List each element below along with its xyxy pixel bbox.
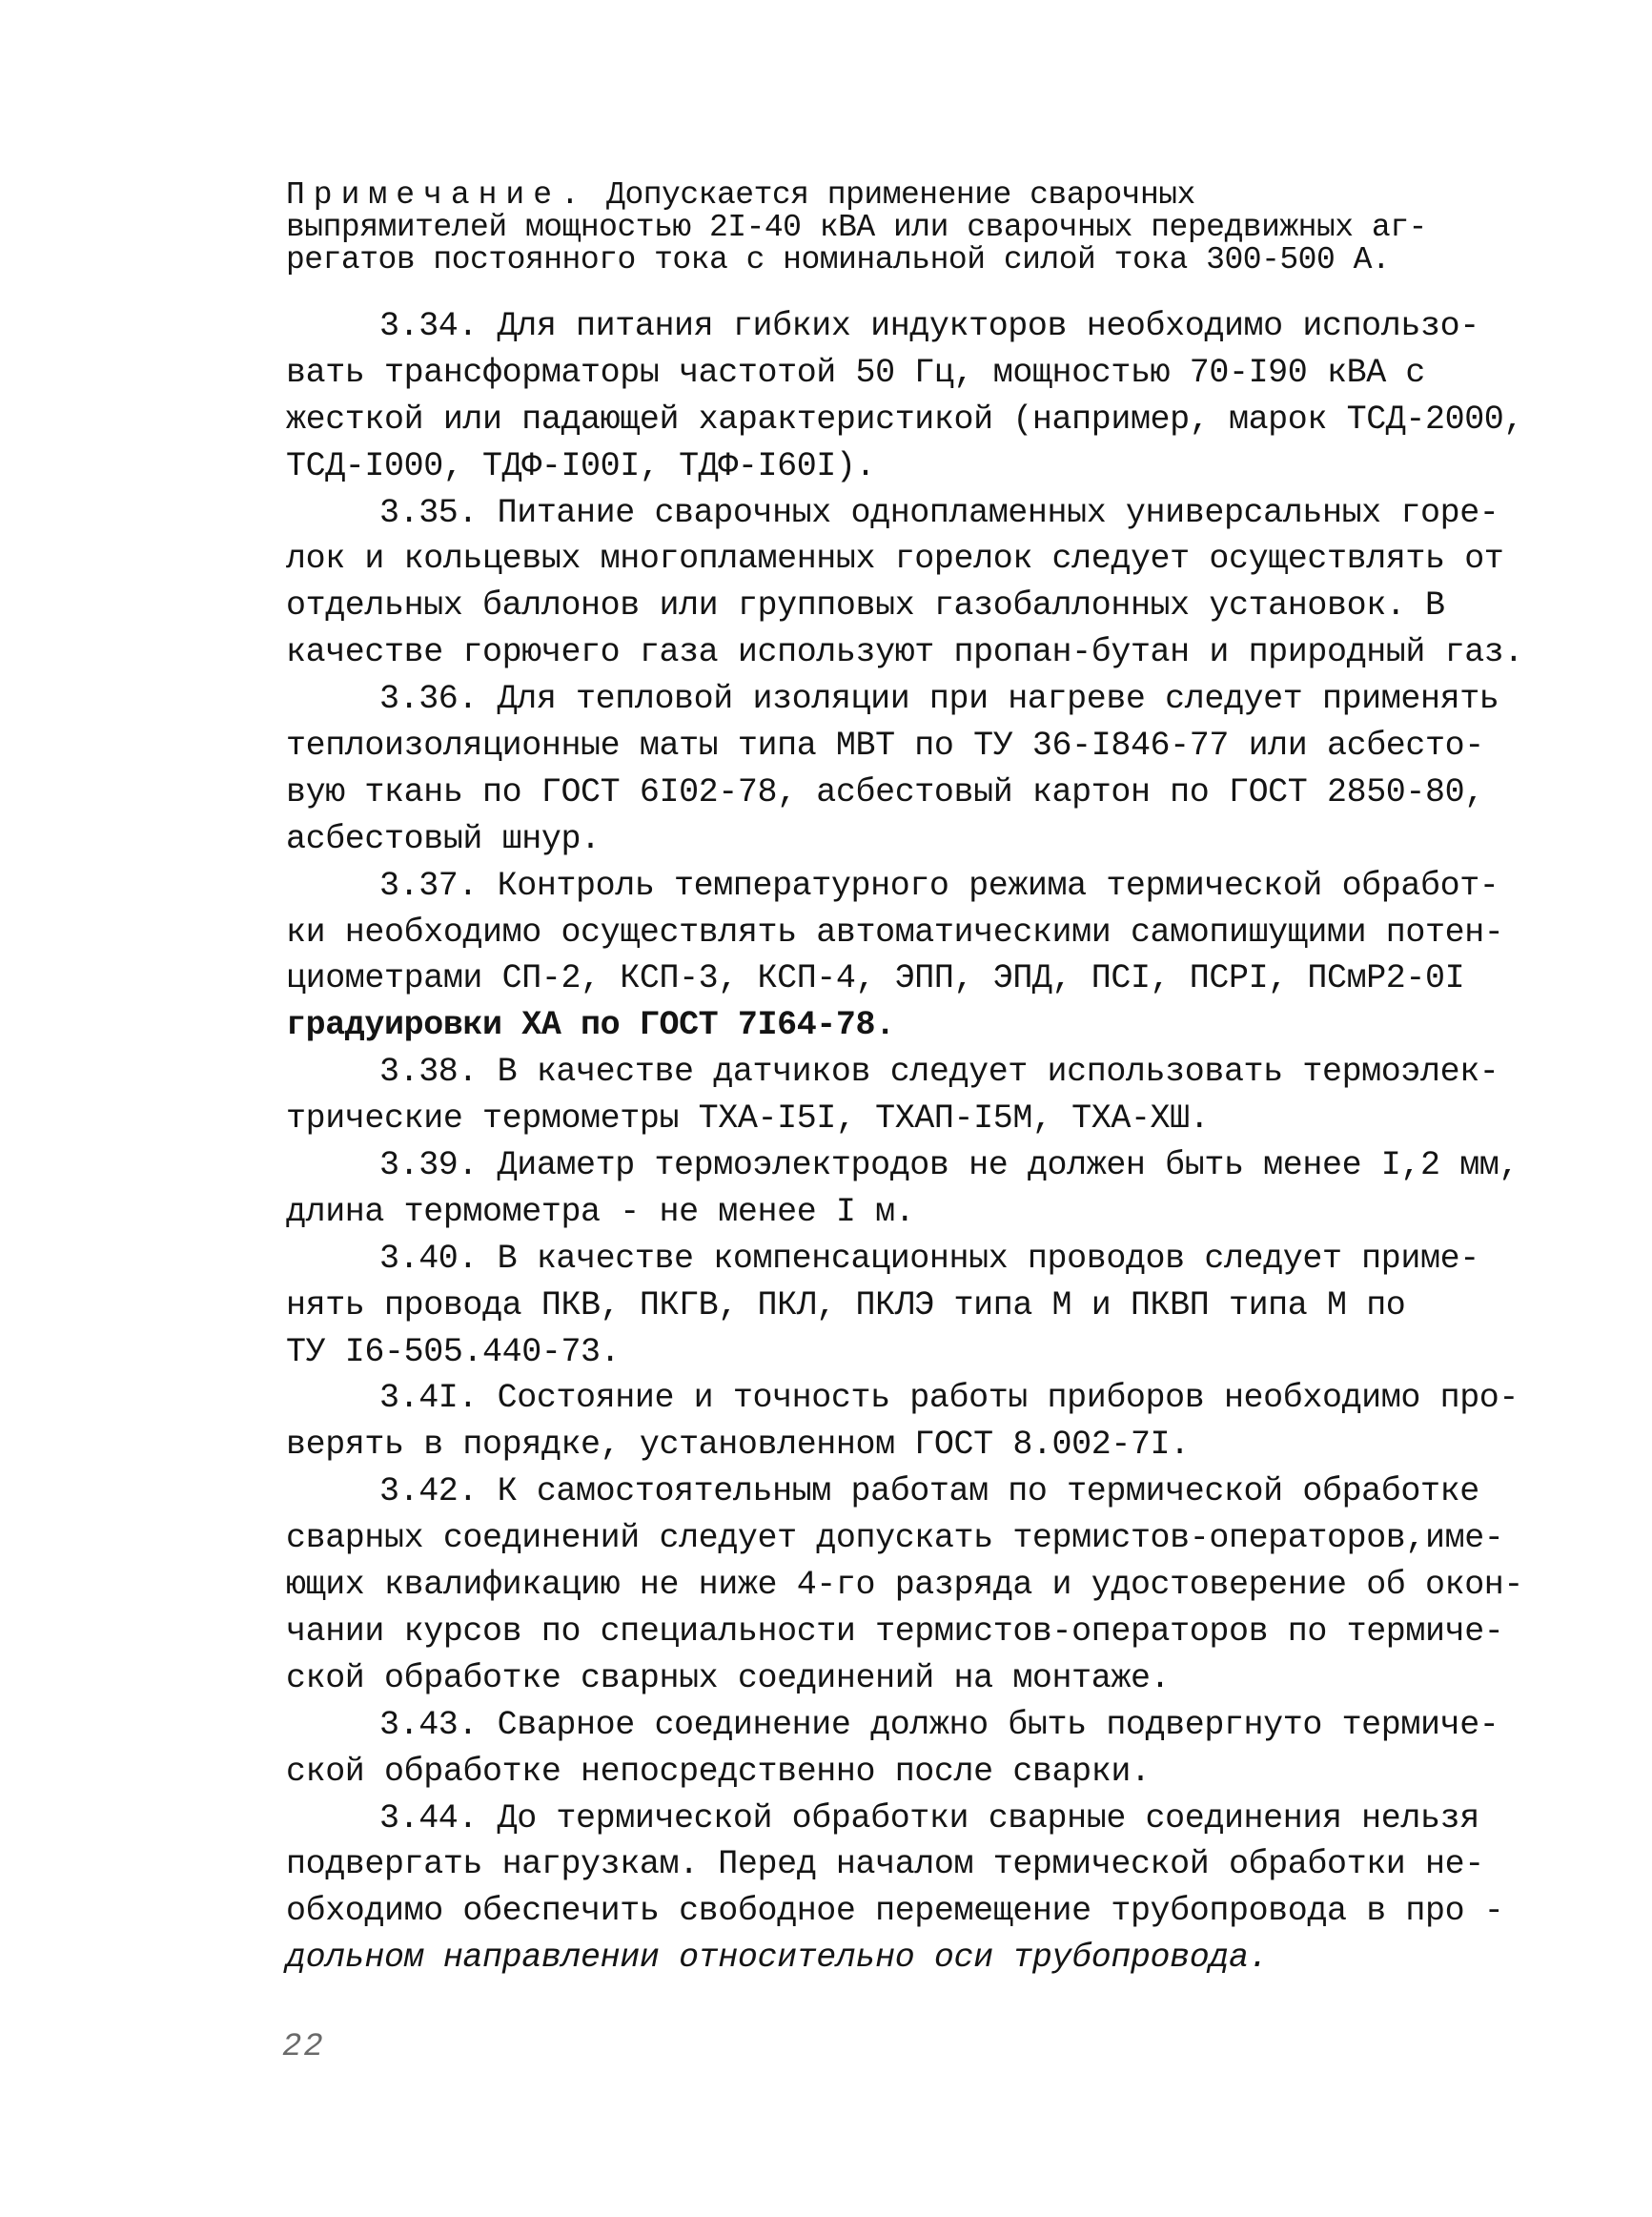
paragraph-3-36-line-2: теплоизоляционные маты типа МВТ по ТУ 36-I846-77 или асбесто-	[286, 727, 1484, 766]
paragraph-3-44-line-2: подвергать нагрузкам. Перед началом термической обработки не-	[286, 1845, 1484, 1884]
paragraph-3-35-line-2: лок и кольцевых многопламенных горелок следует осуществлять от	[286, 540, 1504, 579]
paragraph-3-42-line-5: ской обработке сварных соединений на монтаже.	[286, 1658, 1171, 1697]
paragraph-3-40-line-1: 3.40. В качестве компенсационных проводов следует приме-	[379, 1239, 1479, 1278]
paragraph-3-37-line-4: градуировки ХА по ГОСТ 7I64-78.	[286, 1006, 895, 1045]
paragraph-3-40-line-3: ТУ I6-505.440-73.	[286, 1332, 621, 1371]
note-text-line: выпрямителей мощностью 2I-40 кВА или сварочных передвижных аг-	[286, 210, 1427, 245]
paragraph-3-34-line-3: жесткой или падающей характеристикой (например, марок ТСД-2000,	[286, 400, 1524, 439]
paragraph-3-34-line-4: ТСД-I000, ТДФ-I00I, ТДФ-I60I).	[286, 446, 876, 485]
note-text-line: регатов постоянного тока с номинальной силой тока 300-500 А.	[286, 242, 1391, 277]
paragraph-3-34-line-1: 3.34. Для питания гибких индукторов необходимо использо-	[379, 307, 1479, 345]
paragraph-3-39-line-2: длина термометра - не менее I м.	[286, 1192, 915, 1231]
paragraph-3-42-line-1: 3.42. К самостоятельным работам по термической обработке	[379, 1472, 1479, 1511]
paragraph-3-41-line-2: верять в порядке, установленном ГОСТ 8.002-7I.	[286, 1426, 1190, 1465]
note-line-1	[286, 179, 1458, 212]
paragraph-3-43-line-2: ской обработке непосредственно после сварки.	[286, 1752, 1151, 1791]
paragraph-3-36-line-1: 3.36. Для тепловой изоляции при нагреве следует применять	[379, 680, 1499, 719]
paragraph-3-40-line-2: нять провода ПКВ, ПКГВ, ПКЛ, ПКЛЭ типа М и ПКВП типа М по	[286, 1285, 1406, 1324]
paragraph-3-34-line-2: вать трансформаторы частотой 50 Гц, мощностью 70-I90 кВА с	[286, 353, 1425, 392]
paragraph-3-42-line-3: ющих квалификацию не ниже 4-го разряда и удостоверение об окон-	[286, 1566, 1524, 1605]
body-text	[286, 303, 1524, 1981]
paragraph-3-37-line-3: циометрами СП-2, КСП-3, КСП-4, ЭПП, ЭПД, ПСI, ПСРI, ПСмР2-0I	[286, 959, 1465, 998]
paragraph-3-37-line-1: 3.37. Контроль температурного режима термической обработ-	[379, 866, 1499, 905]
paragraph-3-36-line-3: вую ткань по ГОСТ 6I02-78, асбестовый картон по ГОСТ 2850-80,	[286, 772, 1484, 811]
note-label: Примечание.	[286, 177, 588, 213]
paragraph-3-42-line-4: чании курсов по специальности термистов-операторов по термиче-	[286, 1611, 1504, 1651]
paragraph-3-35-line-1: 3.35. Питание сварочных однопламенных универсальных горе-	[379, 493, 1499, 532]
paragraph-3-44-line-3: обходимо обеспечить свободное перемещение трубопровода в про -	[286, 1892, 1504, 1931]
paragraph-3-38-line-1: 3.38. В качестве датчиков следует использовать термоэлек-	[379, 1053, 1499, 1092]
note-block	[286, 179, 1458, 277]
note-text-line: Допускается применение сварочных	[587, 177, 1195, 213]
paragraph-3-38-line-2: трические термометры ТХА-I5I, ТХАП-I5М, ТХА-ХШ.	[286, 1099, 1210, 1139]
paragraph-3-35-line-3: отдельных баллонов или групповых газобаллонных установок. В	[286, 586, 1445, 626]
page-number: 22	[282, 2029, 325, 2065]
paragraph-3-44-line-4: дольном направлении относительно оси трубопровода.	[286, 1939, 1269, 1978]
paragraph-3-41-line-1: 3.4I. Состояние и точность работы приборов необходимо про-	[379, 1379, 1519, 1418]
paragraph-3-44-line-1: 3.44. До термической обработки сварные соединения нельзя	[379, 1798, 1479, 1837]
paragraph-3-39-line-1: 3.39. Диаметр термоэлектродов не должен быть менее I,2 мм,	[379, 1146, 1519, 1185]
paragraph-3-37-line-2: ки необходимо осуществлять автоматическими самопишущими потен-	[286, 913, 1504, 952]
paragraph-3-35-line-4: качестве горючего газа используют пропан-бутан и природный газ.	[286, 633, 1524, 672]
paragraph-3-36-line-4: асбестовый шнур.	[286, 819, 601, 858]
paragraph-3-43-line-1: 3.43. Сварное соединение должно быть подвергнуто термиче-	[379, 1705, 1499, 1744]
paragraph-3-42-line-2: сварных соединений следует допускать термистов-операторов,име-	[286, 1519, 1504, 1558]
